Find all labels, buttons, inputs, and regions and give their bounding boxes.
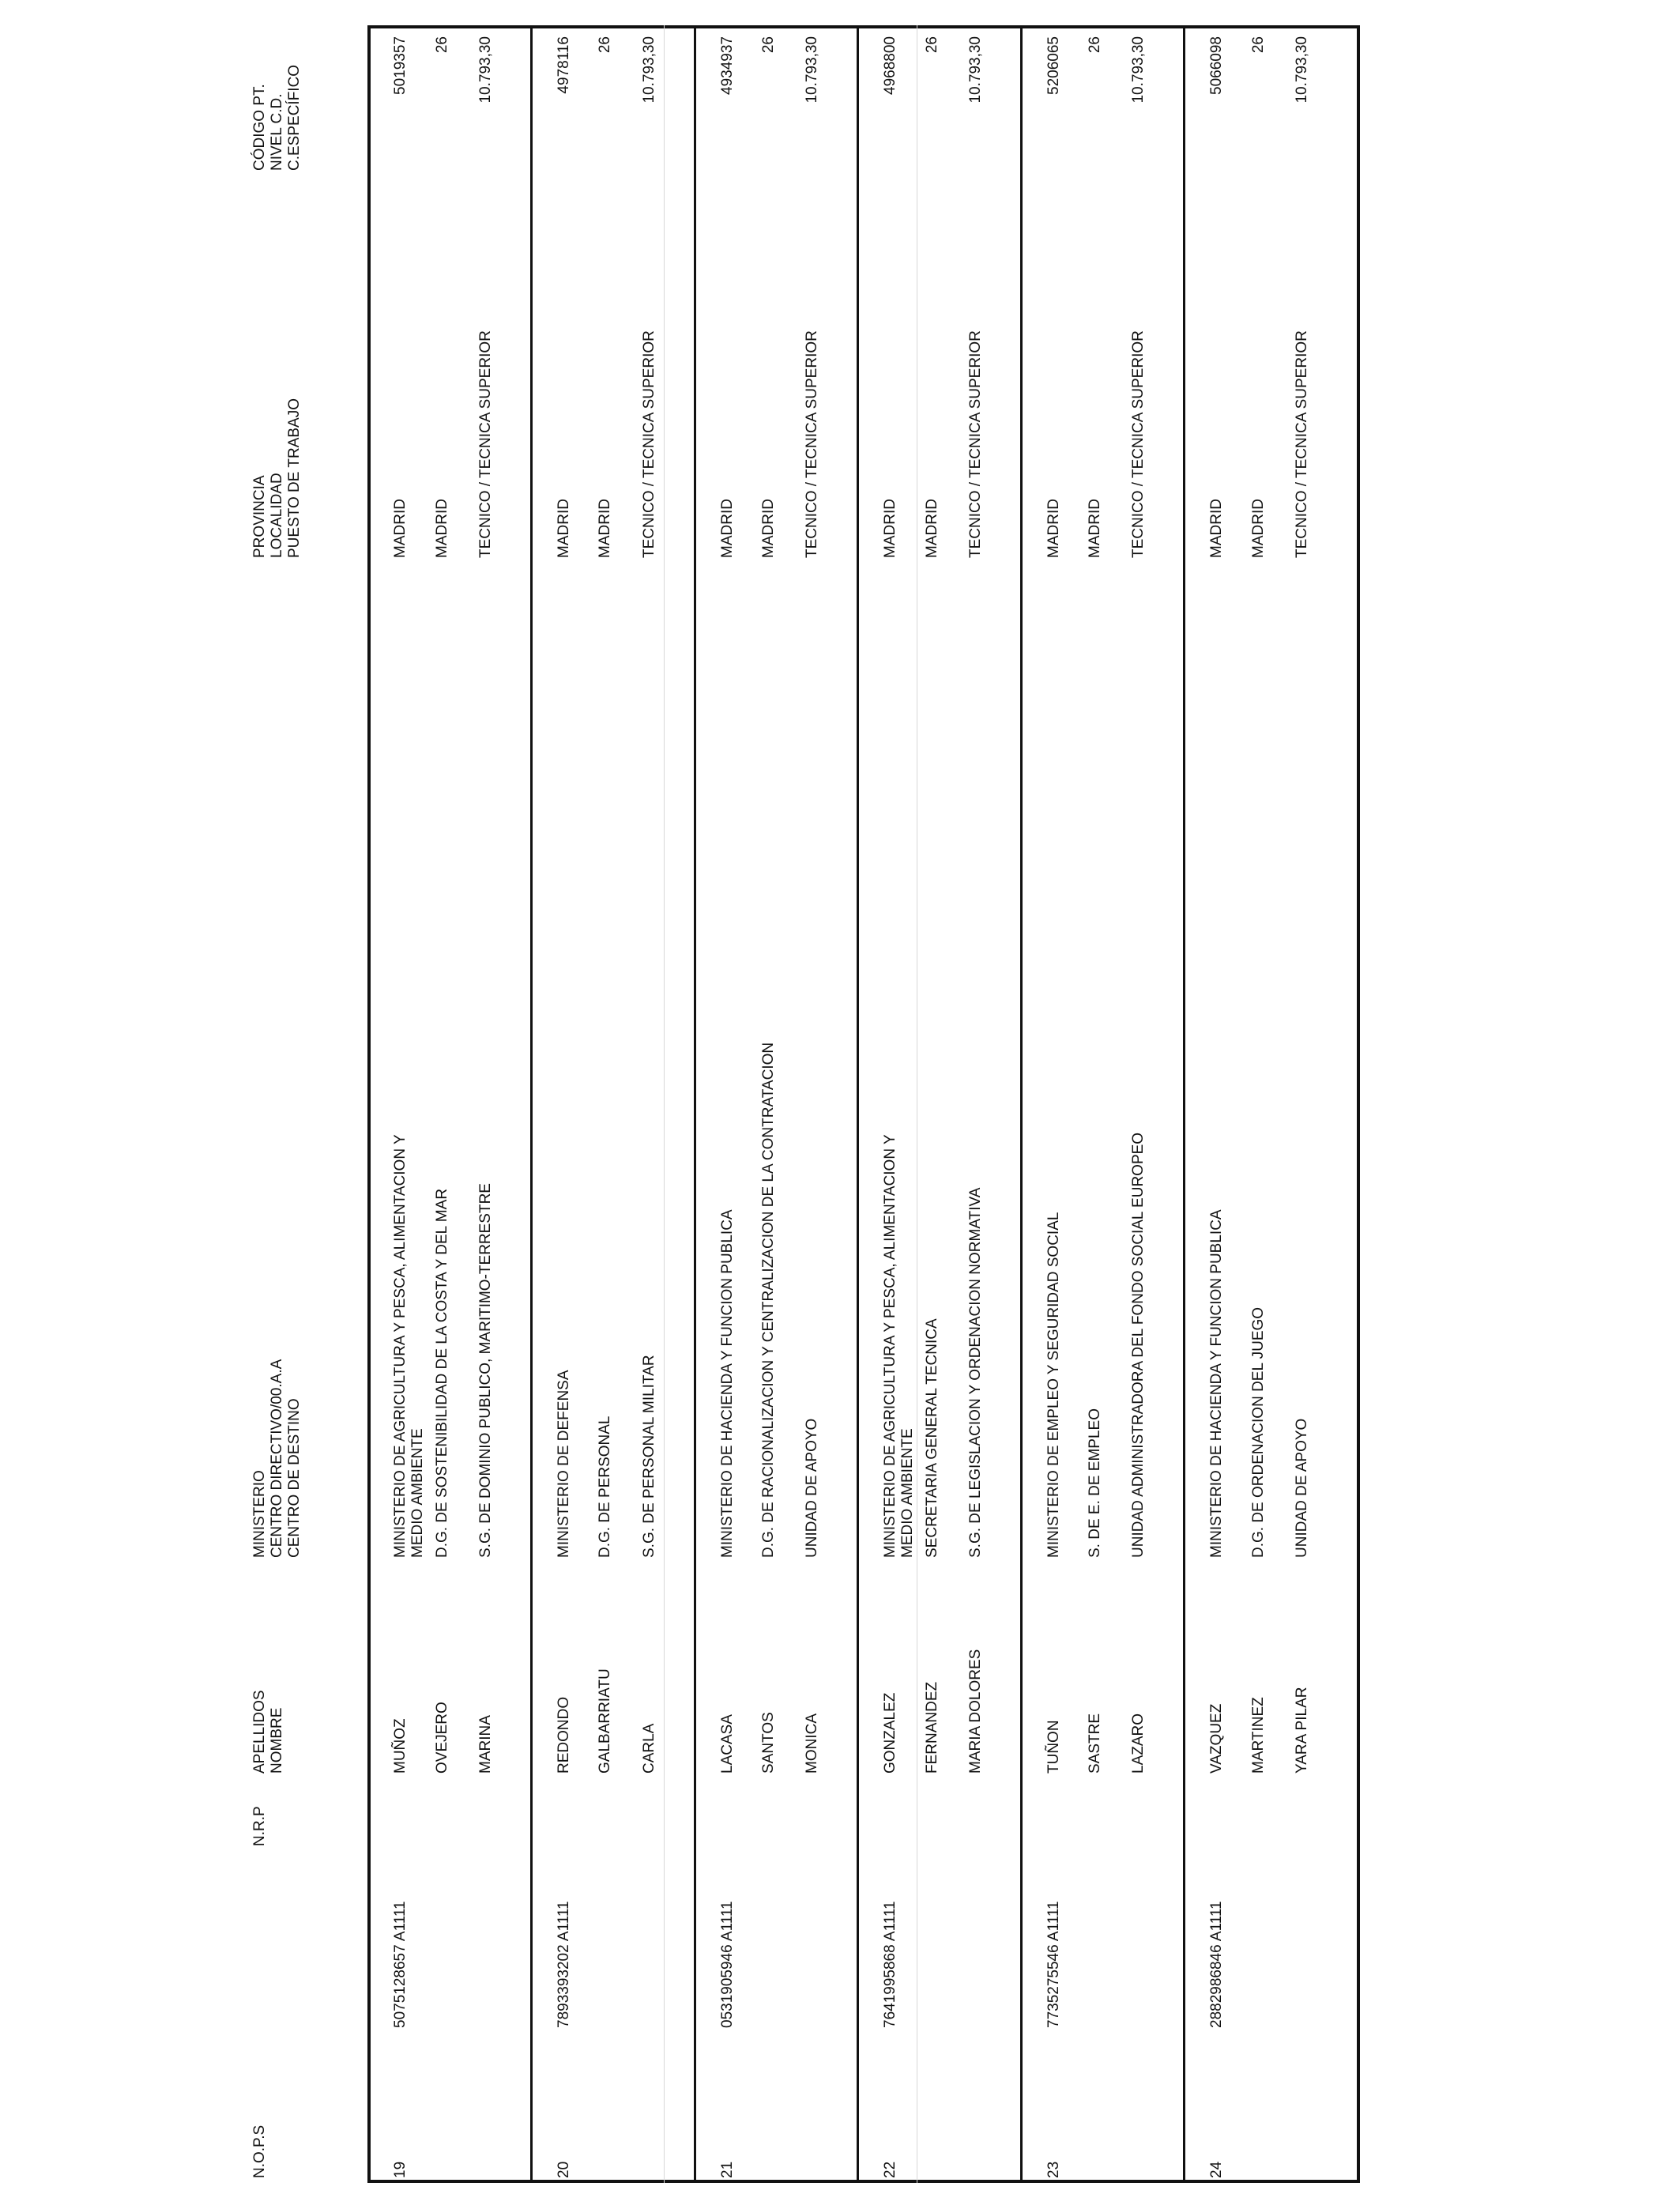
cell-centro-directivo: SECRETARIA GENERAL TECNICA xyxy=(924,1318,940,1558)
header-especifico: C.ESPECÍFICO xyxy=(286,64,303,171)
cell-centro-directivo: D.G. DE ORDENACION DEL JUEGO xyxy=(1250,1306,1267,1558)
cell-codigo: 4978116 xyxy=(556,36,572,94)
cell-ministerio: MINISTERIO DE AGRICULTURA Y PESCA, ALIMENTACION Y MEDIO AMBIENTE xyxy=(882,1134,916,1558)
header-nivel: NIVEL C.D. xyxy=(269,93,285,171)
cell-centro-destino: S.G. DE LEGISLACION Y ORDENACION NORMATIVA xyxy=(967,1187,984,1558)
cell-centro-directivo: S. DE E. DE EMPLEO xyxy=(1087,1408,1103,1558)
header-puesto: PUESTO DE TRABAJO xyxy=(286,398,303,558)
cell-apellido2: GALBARRIATU xyxy=(597,1668,613,1774)
cell-nombre: LAZARO xyxy=(1130,1713,1147,1774)
cell-nops: 19 xyxy=(392,2161,409,2178)
header-apellidos-nombre xyxy=(251,1690,286,1774)
cell-centro-destino: S.G. DE PERSONAL MILITAR xyxy=(641,1355,657,1558)
cell-localidad: MADRID xyxy=(597,499,613,558)
cell-puesto: TECNICO / TECNICA SUPERIOR xyxy=(967,330,984,558)
cell-ministerio: MINISTERIO DE DEFENSA xyxy=(556,1370,572,1558)
cell-codigo: 5066098 xyxy=(1208,36,1225,95)
row-separator xyxy=(1020,25,1023,2183)
cell-centro-destino: S.G. DE DOMINIO PUBLICO, MARITIMO-TERRESTRE xyxy=(477,1183,494,1558)
cell-localidad: MADRID xyxy=(1087,499,1103,558)
cell-codigo: 5019357 xyxy=(392,36,409,95)
cell-especifico: 10.793,30 xyxy=(1294,36,1310,104)
cell-nops: 21 xyxy=(719,2161,736,2178)
row-separator xyxy=(694,25,696,2183)
cell-nivel: 26 xyxy=(760,36,777,54)
column-guide xyxy=(664,25,665,2183)
cell-apellido1: TUÑON xyxy=(1045,1720,1062,1774)
cell-puesto: TECNICO / TECNICA SUPERIOR xyxy=(1130,330,1147,558)
cell-provincia: MADRID xyxy=(1208,499,1225,558)
cell-nrp: 7641995868 A1111 xyxy=(882,1901,898,2028)
cell-codigo: 5206065 xyxy=(1045,36,1062,95)
cell-nombre: MONICA xyxy=(804,1713,820,1774)
header-ministerio-centros xyxy=(251,1359,303,1558)
header-apellidos: APELLIDOS xyxy=(251,1690,268,1774)
cell-apellido1: VAZQUEZ xyxy=(1208,1703,1225,1774)
header-centro-destino: CENTRO DE DESTINO xyxy=(286,1398,303,1558)
header-centro-directivo: CENTRO DIRECTIVO/00.A.A xyxy=(269,1359,285,1558)
cell-localidad: MADRID xyxy=(760,499,777,558)
row-separator xyxy=(857,25,859,2183)
cell-nops: 20 xyxy=(556,2161,572,2178)
cell-centro-destino: UNIDAD DE APOYO xyxy=(804,1418,820,1558)
table-frame xyxy=(367,25,1360,2183)
cell-nops: 24 xyxy=(1208,2161,1225,2178)
cell-nombre: YARA PILAR xyxy=(1294,1687,1310,1774)
cell-nops: 23 xyxy=(1045,2161,1062,2178)
cell-centro-directivo: D.G. DE SOSTENIBILIDAD DE LA COSTA Y DEL MAR xyxy=(434,1188,450,1558)
header-provincia-localidad-puesto xyxy=(251,398,303,558)
cell-provincia: MADRID xyxy=(882,499,898,558)
cell-nivel: 26 xyxy=(434,36,450,54)
cell-codigo: 4968800 xyxy=(882,36,898,95)
cell-ministerio: MINISTERIO DE AGRICULTURA Y PESCA, ALIMENTACION Y MEDIO AMBIENTE xyxy=(392,1134,426,1558)
header-ministerio: MINISTERIO xyxy=(251,1470,268,1558)
cell-localidad: MADRID xyxy=(434,499,450,558)
cell-centro-directivo: D.G. DE RACIONALIZACION Y CENTRALIZACION DE LA CONTRATACION xyxy=(760,1042,777,1558)
cell-centro-directivo: D.G. DE PERSONAL xyxy=(597,1416,613,1558)
cell-nops: 22 xyxy=(882,2161,898,2178)
cell-provincia: MADRID xyxy=(556,499,572,558)
header-provincia: PROVINCIA xyxy=(251,475,268,558)
cell-apellido2: MARTINEZ xyxy=(1250,1697,1267,1774)
cell-nombre: CARLA xyxy=(641,1723,657,1774)
cell-provincia: MADRID xyxy=(392,499,409,558)
cell-nivel: 26 xyxy=(597,36,613,54)
cell-nombre: MARIA DOLORES xyxy=(967,1649,984,1774)
cell-nivel: 26 xyxy=(924,36,940,54)
cell-puesto: TECNICO / TECNICA SUPERIOR xyxy=(804,330,820,558)
cell-nrp: 7735275546 A1111 xyxy=(1045,1901,1062,2028)
cell-apellido2: FERNANDEZ xyxy=(924,1681,940,1774)
cell-nrp: 0531905946 A1111 xyxy=(719,1901,736,2028)
cell-nrp: 7893393202 A1111 xyxy=(556,1901,572,2028)
cell-localidad: MADRID xyxy=(1250,499,1267,558)
cell-ministerio: MINISTERIO DE EMPLEO Y SEGURIDAD SOCIAL xyxy=(1045,1212,1062,1558)
cell-apellido1: GONZALEZ xyxy=(882,1692,898,1774)
row-separator xyxy=(1183,25,1185,2183)
cell-nombre: MARINA xyxy=(477,1715,494,1774)
header-localidad: LOCALIDAD xyxy=(269,473,285,558)
header-nombre: NOMBRE xyxy=(269,1707,285,1774)
cell-ministerio: MINISTERIO DE HACIENDA Y FUNCION PUBLICA xyxy=(719,1209,736,1558)
cell-puesto: TECNICO / TECNICA SUPERIOR xyxy=(641,330,657,558)
cell-provincia: MADRID xyxy=(1045,499,1062,558)
document-page xyxy=(0,13,1667,2194)
cell-ministerio: MINISTERIO DE HACIENDA Y FUNCION PUBLICA xyxy=(1208,1209,1225,1558)
cell-codigo: 4934937 xyxy=(719,36,736,95)
cell-especifico: 10.793,30 xyxy=(477,36,494,104)
cell-centro-destino: UNIDAD ADMINISTRADORA DEL FONDO SOCIAL EUROPEO xyxy=(1130,1132,1147,1558)
header-codigo-nivel-especifico xyxy=(251,65,303,171)
cell-puesto: TECNICO / TECNICA SUPERIOR xyxy=(477,330,494,558)
cell-apellido1: REDONDO xyxy=(556,1696,572,1774)
cell-nivel: 26 xyxy=(1250,36,1267,54)
cell-nrp: 5075128657 A1111 xyxy=(392,1901,409,2028)
cell-provincia: MADRID xyxy=(719,499,736,558)
cell-apellido2: OVEJERO xyxy=(434,1702,450,1774)
cell-especifico: 10.793,30 xyxy=(1130,36,1147,104)
cell-centro-destino: UNIDAD DE APOYO xyxy=(1294,1418,1310,1558)
cell-nivel: 26 xyxy=(1087,36,1103,54)
cell-nrp: 2882986846 A1111 xyxy=(1208,1901,1225,2028)
cell-apellido2: SANTOS xyxy=(760,1712,777,1774)
cell-especifico: 10.793,30 xyxy=(967,36,984,104)
header-codigo: CÓDIGO PT. xyxy=(251,84,268,171)
header-nops: N.O.P.S xyxy=(251,2124,268,2178)
row-separator xyxy=(530,25,533,2183)
cell-apellido1: MUÑOZ xyxy=(392,1718,409,1774)
cell-puesto: TECNICO / TECNICA SUPERIOR xyxy=(1294,330,1310,558)
cell-especifico: 10.793,30 xyxy=(804,36,820,104)
cell-localidad: MADRID xyxy=(924,499,940,558)
header-nrp: N.R.P xyxy=(251,1806,268,1846)
cell-especifico: 10.793,30 xyxy=(641,36,657,104)
cell-apellido2: SASTRE xyxy=(1087,1713,1103,1774)
cell-apellido1: LACASA xyxy=(719,1714,736,1774)
